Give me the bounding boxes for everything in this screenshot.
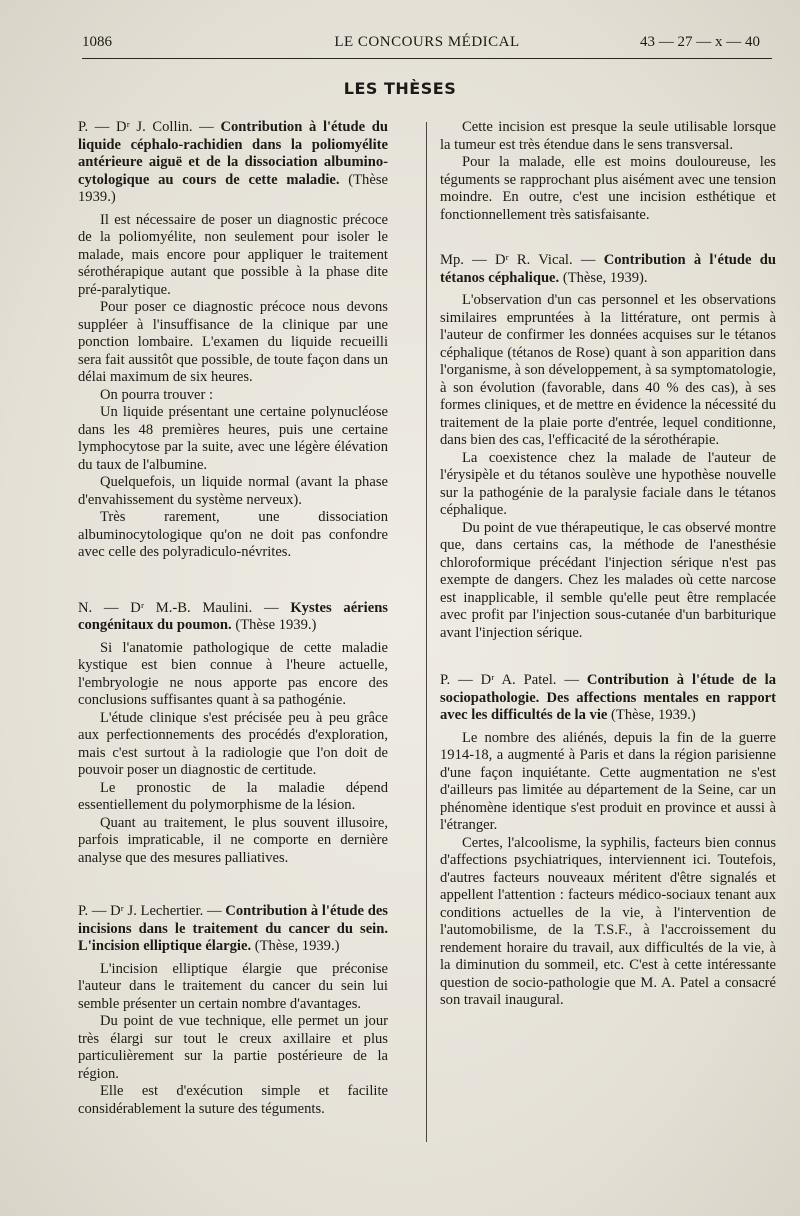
thesis-paragraph: Si l'anatomie pathologique de cette maladie kystique est bien connue à l'heure actuelle, l'embryologie ne nous apporte pas encore des conclusions suffisantes quant à sa pathogénie. xyxy=(78,639,388,708)
thesis-paragraph: L'étude clinique s'est précisée peu à peu grâce aux perfectionnements des procédés d'exploration, mais c'est surtout à la radiologie que l'on doit de pouvoir poser un diagnostic de certitude. xyxy=(78,709,388,778)
thesis-paragraph: Cette incision est presque la seule utilisable lorsque la tumeur est très étendue dans le sens transversal. xyxy=(440,119,776,153)
thesis-paragraph: Très rarement, une dissociation albuminocytologique qu'on ne doit pas confondre avec celle des polyradiculo-névrites. xyxy=(78,509,388,560)
thesis-paragraph: L'observation d'un cas personnel et les observations similaires empruntées à la littérature, ont permis à l'auteur de confirmer les données acquises sur le tétanos céphalique (tétanos de Rose) quant à son apparition dans l'organisme, à son développement, à sa symptomatologie, à son évolution (favorable, dans 40 % des cas), à ses formes cliniques, et de mettre en évidence la nécessité du traitement de la plaie porte d'entrée, lequel conditionne, dans bien des cas, l'efficacité de la sérothérapie. xyxy=(440,292,776,448)
thesis-heading xyxy=(78,903,388,956)
thesis-heading xyxy=(440,252,776,287)
thesis-heading xyxy=(440,672,776,725)
thesis-year: (Thèse 1939.) xyxy=(235,617,317,633)
thesis-year: (Thèse 1939.) xyxy=(78,171,388,205)
thesis-year: (Thèse, 1939.) xyxy=(611,707,696,723)
thesis-paragraph: Elle est d'exécution simple et facilite considérablement la suture des téguments. xyxy=(78,1083,388,1117)
thesis-paragraph: Le nombre des aliénés, depuis la fin de la guerre 1914-18, a augmenté à Paris et dans la région parisienne d'une façon inquiétante. Cette augmentation ne s'est d'ailleurs pas limitée au département de la Seine, car un phénomène identique s'est produit en province et aussi à l'étranger. xyxy=(440,729,776,833)
thesis-entry xyxy=(78,903,388,1118)
running-header xyxy=(82,32,772,59)
thesis-paragraph: L'incision elliptique élargie que préconise l'auteur dans le traitement du cancer du sein lui semble présenter un certain nombre d'avantages. xyxy=(78,960,388,1012)
thesis-author: P. — Dʳ J. Collin. — xyxy=(78,119,214,135)
thesis-title: Kystes aériens congénitaux du poumon. xyxy=(78,599,388,633)
thesis-year: (Thèse, 1939). xyxy=(562,269,648,286)
thesis-title: Contribution à l'étude du tétanos céphalique. xyxy=(440,252,776,286)
thesis-author: P. — Dʳ J. Lechertier. — xyxy=(78,903,222,919)
thesis-author: Mp. — Dʳ R. Vical. — xyxy=(440,252,596,268)
thesis-title: Contribution à l'étude du liquide céphalo-rachidien dans la poliomyélite antérieure aiguë et de la dissociation albumino-cytologique au cours de cette maladie. xyxy=(78,119,388,188)
thesis-paragraph: La coexistence chez la malade de l'auteur de l'érysipèle et du tétanos soulève une hypothèse nouvelle sur la pathogénie de la paralysie faciale dans le tétanos céphalique. xyxy=(440,449,776,518)
thesis-heading xyxy=(78,119,388,207)
thesis-year: (Thèse, 1939.) xyxy=(254,938,340,954)
thesis-entry xyxy=(440,672,776,1010)
thesis-paragraph: Quelquefois, un liquide normal (avant la phase d'envahissement du système nerveux). xyxy=(78,474,388,508)
thesis-author: N. — Dʳ M.-B. Maulini. — xyxy=(78,599,279,616)
thesis-title: Contribution à l'étude des incisions dans le traitement du cancer du sein. L'incision elliptique élargie. xyxy=(78,903,388,954)
thesis-paragraph: Certes, l'alcoolisme, la syphilis, facteurs bien connus d'affections psychiatriques, interviennent ici. Toutefois, d'autres facteurs nouveaux méritent d'être signalés et appellent l'attention : facteurs médico-sociaux tenant aux conditions actuelles de la vie, à l'intervention de l'automobilisme, de la T.S.F., à l'accroissement du rendement horaire du travail, aux difficultés de la vie, à la diminution du sommeil, etc. C'est à cette intéressante question de socio-pathologie que M. A. Patel a consacré son travail inaugural. xyxy=(440,834,776,1008)
left-column xyxy=(78,119,388,1118)
thesis-paragraph: Le pronostic de la maladie dépend essentiellement du polymorphisme de la lésion. xyxy=(78,779,388,813)
thesis-entry xyxy=(78,119,388,562)
thesis-paragraph: Pour poser ce diagnostic précoce nous devons suppléer à l'insuffisance de la clinique par une ponction lombaire. L'examen du liquide recueilli sera fait aussitôt que possible, de toute façon dans un délai maximum de six heures. xyxy=(78,299,388,385)
thesis-paragraph: Du point de vue technique, elle permet un jour très élargi sur tout le creux axillaire et plus particulièrement sur la partie postérieure de la région. xyxy=(78,1013,388,1082)
journal-title: LE CONCOURS MÉDICAL xyxy=(334,34,520,50)
page-number: 1086 xyxy=(82,34,112,50)
column-divider xyxy=(426,122,427,1142)
thesis-heading xyxy=(78,600,388,635)
issue-reference: 43 — 27 — x — 40 xyxy=(640,34,760,50)
thesis-title: Contribution à l'étude de la sociopathologie. Des affections mentales en rapport avec les difficultés de la vie xyxy=(440,672,776,723)
thesis-entry xyxy=(78,600,388,868)
thesis-paragraph: Pour la malade, elle est moins douloureuse, les téguments se rapprochant plus aisément avec une tension moindre. En outre, c'est une incision esthétique et fonctionnellement très satisfaisante. xyxy=(440,154,776,223)
thesis-paragraph: Un liquide présentant une certaine polynucléose dans les 48 premières heures, puis une certaine lymphocytose par la suite, avec une légère élévation du taux de l'albumine. xyxy=(78,404,388,473)
thesis-paragraph: Du point de vue thérapeutique, le cas observé montre que, dans certains cas, la méthode de l'anesthésie chloroformique précédant l'injection sérique n'est pas exempte de dangers. Chez les malades où cette narcose est inapplicable, il semble qu'elle peut être remplacée avec profit par l'injection sous-cutanée d'un barbiturique avant l'injection sérique. xyxy=(440,519,776,641)
thesis-paragraph: On pourra trouver : xyxy=(100,386,214,403)
right-column xyxy=(440,119,776,1010)
thesis-entry xyxy=(440,252,776,642)
section-title: LES THÈSES xyxy=(343,79,457,98)
thesis-paragraph: Quant au traitement, le plus souvent illusoire, parfois impraticable, il ne comporte en dernière analyse que des mesures palliatives. xyxy=(78,814,388,866)
continued-text xyxy=(440,119,776,224)
thesis-paragraph: Il est nécessaire de poser un diagnostic précoce de la poliomyélite, non seulement pour isoler le malade, mais encore pour appliquer le traitement sérothérapique autant que possible à la phase dite pré-paralytique. xyxy=(78,211,388,298)
thesis-author: P. — Dʳ A. Patel. — xyxy=(440,672,579,688)
